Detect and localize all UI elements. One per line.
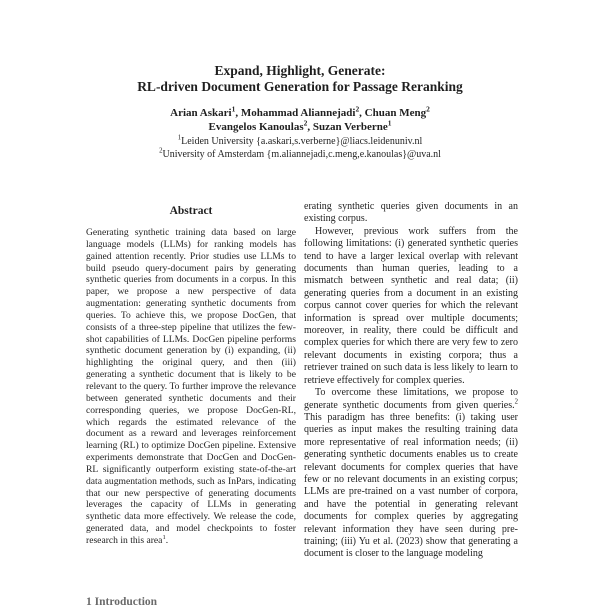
abstract-text-end: . — [165, 534, 169, 546]
affiliation-amsterdam — [0, 148, 600, 161]
abstract-heading: Abstract — [169, 205, 213, 217]
author — [208, 118, 313, 133]
author-line-2 — [0, 120, 600, 134]
author-name: Evangelos Kanoulas — [208, 121, 304, 133]
author-name: Chuan Meng — [364, 107, 427, 119]
abstract-text: Generating synthetic training data based on large language models (LLMs) for ranking models has gained attention recently. Prior studies use LLMs to build pseudo query-document pairs by generating synthetic queries from documents in a corpus. In this paper, we propose a new perspective of data augmentation: generating synthetic documents from queries. To achieve this, we propose DocGen, that consists of a three-step pipeline that utilizes the few-shot capabilities of LLMs. DocGen pipeline performs synthetic document generation by (i) expanding, (ii) highlighting the original query, and then (iii) generating a synthetic document that is likely to be relevant to the query. To further improve the relevance between generated synthetic documents and their corresponding queries, we propose DocGen-RL, which regards the estimated relevance of the document as a reward and leverages reinforcement learning (RL) to optimize DocGen pipeline. Extensive experiments demonstrate that DocGen and DocGen-RL significantly outperform existing state-of-the-art data augmentation methods, such as InPars, indicating that our new perspective of generating documents leverages the capacity of LLMs in generating synthetic data more effectively. We release the code, generated data, and model checkpoints to foster research in this area — [86, 227, 296, 546]
author-name: Arian Askari — [170, 107, 232, 119]
abstract-paragraph — [86, 227, 296, 547]
author — [312, 118, 392, 133]
author-name: Suzan Verberne — [312, 121, 388, 133]
author — [170, 104, 241, 119]
affiliation-list — [0, 135, 600, 161]
intro-text: This paradigm has three benefits: (i) taking user queries as input makes the resulting training data more representative of real information needs; (ii) generating synthetic documents enables us to create relevant documents for complex queries that have few or no relevant documents in an existing corpus; LLMs are pre-trained on a vast number of corpora, and have the potential in generating relevant documents for complex queries by aggregating relevant information they have seen during pre-training; (iii) Yu et al. (2023) show that generating a document is closer to the language modeling — [304, 411, 518, 560]
intro-paragraph-proposal — [304, 387, 518, 561]
author-separator: , — [307, 121, 313, 133]
author — [364, 104, 430, 119]
paper-title-line2: RL-driven Document Generation for Passage Reranking — [137, 79, 463, 94]
section-heading-introduction-cutoff: 1 Introduction — [86, 596, 158, 608]
author-affiliation-mark: 2 — [303, 118, 308, 128]
author-name: Mohammad Aliannejadi — [240, 107, 356, 119]
footnote-marker-1: 1 — [162, 533, 166, 541]
paper-title-line1: Expand, Highlight, Generate: — [214, 63, 386, 78]
footnote-marker-2: 2 — [514, 398, 518, 406]
author-affiliation-mark: 2 — [426, 104, 430, 114]
paper-title — [0, 63, 600, 95]
affiliation-mark: 1 — [177, 134, 182, 142]
author-affiliation-mark: 1 — [387, 118, 392, 128]
intro-paragraph-limitations: However, previous work suffers from the following limitations: (i) generated synthetic queries tend to have a larger lexical overlap with relevant documents than human queries, leading to a mismatch between synthetic and real data; (ii) generating queries from a document in an existing corpus cannot cover queries for which the relevant information is spread over multiple documents; moreover, in reality, there could be difficult and complex queries for which there are very few to zero relevant documents in existing corpora; thus a retriever trained on such data is less likely to learn to retrieve effectively for complex queries. — [304, 225, 518, 386]
affiliation-text: University of Amsterdam {m.aliannejadi,c.meng,e.kanoulas}@uva.nl — [162, 149, 441, 160]
affiliation-mark: 2 — [159, 147, 163, 155]
intro-paragraph-continued: erating synthetic queries given documents in an existing corpus. — [304, 201, 518, 225]
author-separator: , — [235, 107, 241, 119]
affiliation-leiden — [0, 135, 600, 148]
author-affiliation-mark: 1 — [231, 104, 236, 114]
author-affiliation-mark: 2 — [355, 104, 360, 114]
author — [240, 104, 365, 119]
author-separator: , — [359, 107, 365, 119]
author-list — [0, 106, 600, 134]
affiliation-text: Leiden University {a.askari,s.verberne}@liacs.leidenuniv.nl — [181, 136, 423, 147]
right-column — [304, 201, 518, 600]
author-line-1 — [0, 106, 600, 120]
intro-text: To overcome these limitations, we propose to generate synthetic documents from given queries. — [304, 387, 518, 411]
